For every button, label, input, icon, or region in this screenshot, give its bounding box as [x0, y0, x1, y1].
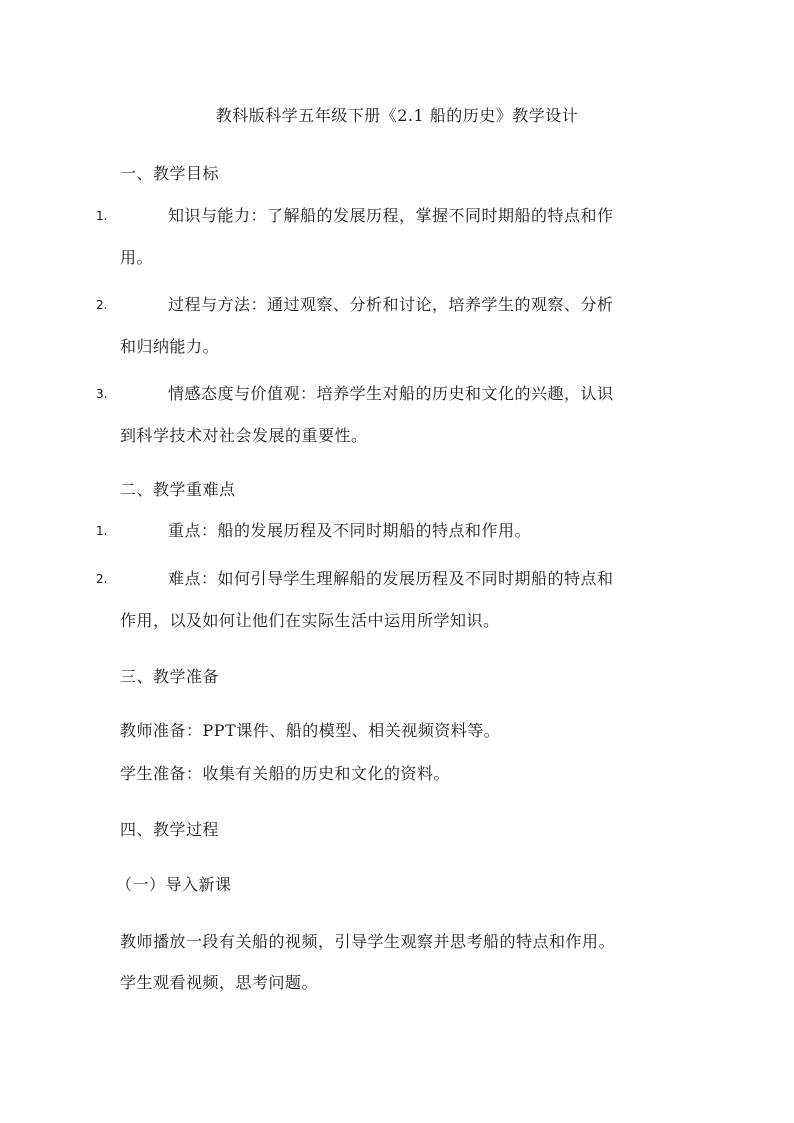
list-item-line: 过程与方法：通过观察、分析和讨论，培养学生的观察、分析 [168, 295, 614, 314]
list-item-line: 到科学技术对社会发展的重要性。 [120, 426, 368, 445]
list-number: 2. [96, 298, 108, 312]
section-heading-preparation: 三、教学准备 [120, 667, 220, 686]
subsection-heading-intro: （一）导入新课 [116, 875, 232, 894]
list-item-line: 难点：如何引导学生理解船的发展历程及不同时期船的特点和 [168, 569, 614, 588]
document-title: 教科版科学五年级下册《2.1 船的历史》教学设计 [215, 106, 579, 125]
list-item-text [120, 520, 676, 542]
intro-paragraph-teacher: 教师播放一段有关船的视频，引导学生观察并思考船的特点和作用。 [120, 932, 616, 951]
list-item-line: 用。 [120, 248, 154, 267]
list-item-text [120, 383, 676, 447]
list-item-line: 情感态度与价值观：培养学生对船的历史和文化的兴趣，认识 [168, 384, 614, 403]
list-item-line: 作用，以及如何让他们在实际生活中运用所学知识。 [120, 611, 500, 630]
list-item-line: 重点：船的发展历程及不同时期船的特点和作用。 [168, 521, 532, 540]
list-number: 1. [96, 524, 108, 538]
list-number: 2. [96, 572, 108, 586]
list-number: 1. [96, 209, 108, 223]
list-item-text [120, 568, 676, 632]
teacher-preparation: 教师准备：PPT课件、船的模型、相关视频资料等。 [120, 721, 501, 740]
intro-paragraph-student: 学生观看视频，思考问题。 [120, 973, 319, 992]
list-number: 3. [96, 387, 108, 401]
list-item-line: 和归纳能力。 [120, 337, 220, 356]
section-heading-objectives: 一、教学目标 [120, 164, 220, 183]
list-item-text [120, 294, 676, 358]
list-item-text [120, 205, 676, 269]
section-heading-process: 四、教学过程 [120, 820, 220, 839]
list-item-line: 知识与能力：了解船的发展历程，掌握不同时期船的特点和作 [168, 206, 614, 225]
student-preparation: 学生准备：收集有关船的历史和文化的资料。 [120, 764, 451, 783]
section-heading-key-points: 二、教学重难点 [120, 480, 236, 499]
